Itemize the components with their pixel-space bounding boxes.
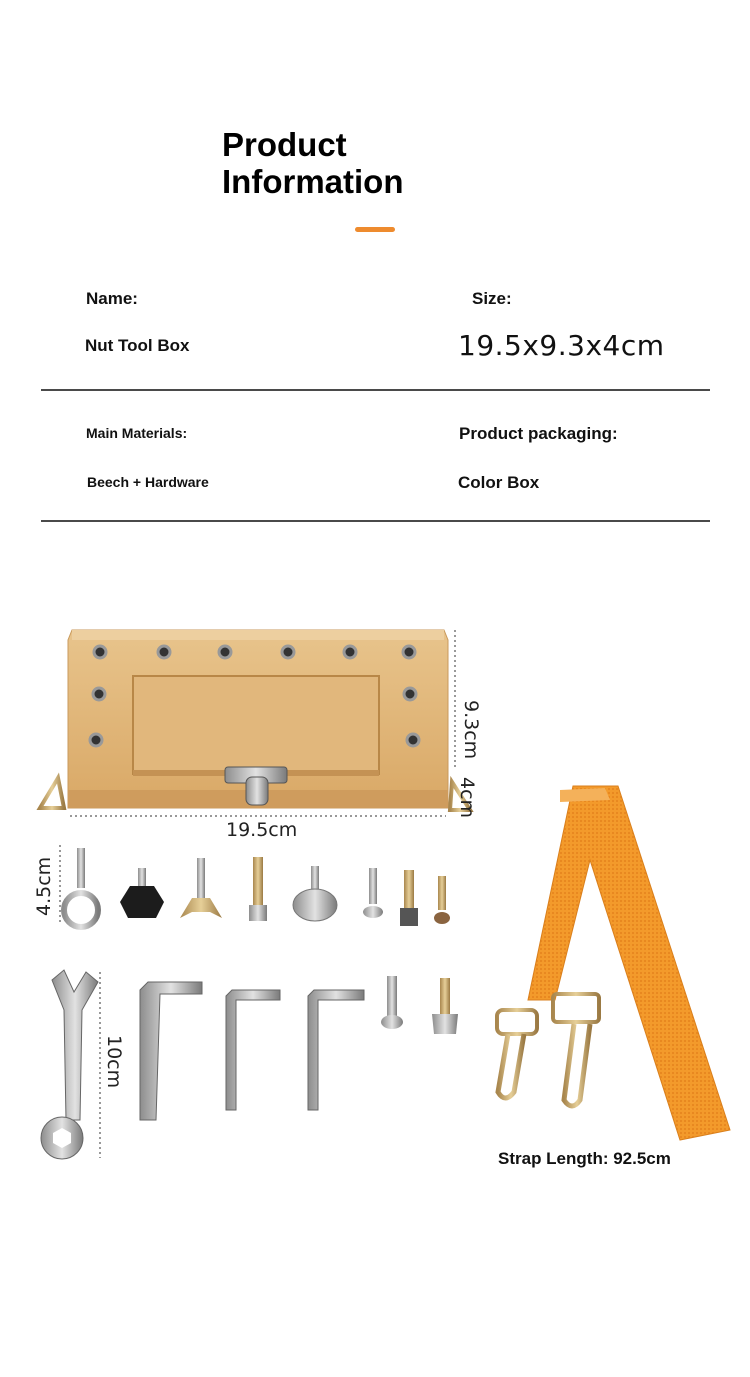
size-label: Size: <box>472 289 512 308</box>
hex-keys <box>140 976 458 1120</box>
bolt-length-label: 4.5cm <box>33 856 55 916</box>
box-depth-label: 4cm <box>456 777 478 819</box>
name-value: Nut Tool Box <box>85 336 190 355</box>
title-line-2: Information <box>222 163 404 200</box>
materials-label: Main Materials: <box>86 425 188 441</box>
box-width-label: 19.5cm <box>226 819 298 841</box>
strap-length-caption: Strap Length: 92.5cm <box>498 1149 671 1168</box>
wrench <box>41 970 98 1159</box>
packaging-label: Product packaging: <box>459 424 618 443</box>
shoulder-strap <box>497 786 730 1140</box>
materials-value: Beech + Hardware <box>87 474 209 490</box>
title-line-1: Product <box>222 126 347 163</box>
packaging-value: Color Box <box>458 473 540 492</box>
name-label: Name: <box>86 289 138 308</box>
box-height-label: 9.3cm <box>460 700 482 760</box>
hardware-parts <box>64 848 450 927</box>
wrench-length-label: 10cm <box>103 1035 125 1089</box>
wooden-tool-box <box>40 630 470 810</box>
size-value: 19.5x9.3x4cm <box>458 329 665 362</box>
